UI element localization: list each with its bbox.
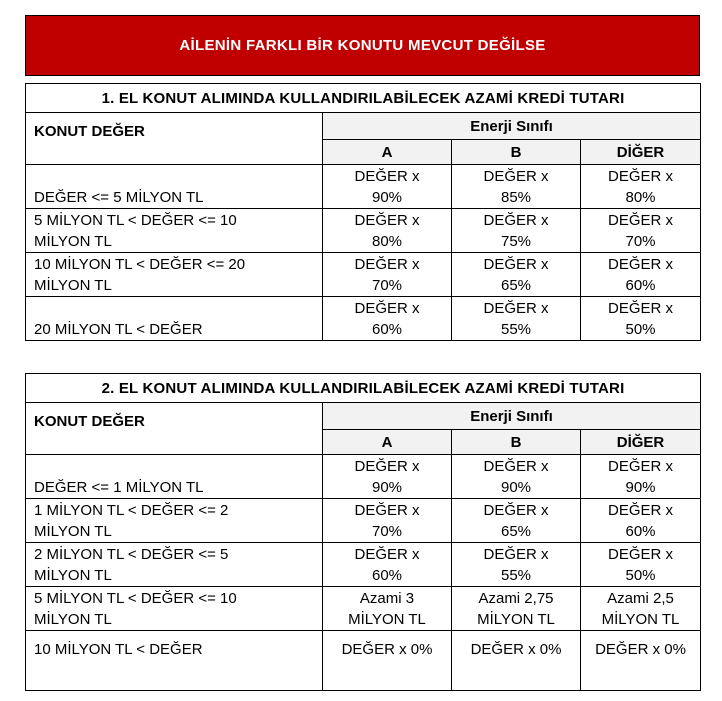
table-row xyxy=(26,297,701,341)
table-cell: DEĞER x 70% xyxy=(581,209,701,253)
table-cell: DEĞER x 0% xyxy=(581,631,701,691)
table-cell: Azami 2,75 MİLYON TL xyxy=(452,587,581,631)
table-cell: DEĞER x 85% xyxy=(452,165,581,209)
table-row xyxy=(26,499,701,543)
row-label: DEĞER <= 5 MİLYON TL xyxy=(26,165,323,209)
row-label: 2 MİLYON TL < DEĞER <= 5 MİLYON TL xyxy=(26,543,323,587)
column-header-diger: DİĞER xyxy=(581,430,701,455)
table-cell: DEĞER x 60% xyxy=(581,499,701,543)
table-cell: DEĞER x 80% xyxy=(581,165,701,209)
enerji-sinifi-header: Enerji Sınıfı xyxy=(323,403,701,430)
table-row xyxy=(26,455,701,499)
table-row xyxy=(26,165,701,209)
table-second-hand xyxy=(25,373,701,691)
enerji-sinifi-header: Enerji Sınıfı xyxy=(323,113,701,140)
table-row xyxy=(26,543,701,587)
table-title: 1. EL KONUT ALIMINDA KULLANDIRILABİLECEK AZAMİ KREDİ TUTARI xyxy=(26,84,701,113)
table-cell: DEĞER x 55% xyxy=(452,543,581,587)
table-row xyxy=(26,587,701,631)
table-row xyxy=(26,253,701,297)
row-label: 10 MİLYON TL < DEĞER xyxy=(26,631,323,691)
table-cell: Azami 2,5 MİLYON TL xyxy=(581,587,701,631)
table-cell: DEĞER x 65% xyxy=(452,253,581,297)
table-cell: DEĞER x 50% xyxy=(581,543,701,587)
table-row xyxy=(26,631,701,691)
table-cell: DEĞER x 90% xyxy=(452,455,581,499)
table-cell: DEĞER x 0% xyxy=(323,631,452,691)
table-cell: DEĞER x 90% xyxy=(323,455,452,499)
column-header-b: B xyxy=(452,140,581,165)
table-cell: DEĞER x 60% xyxy=(581,253,701,297)
table-row xyxy=(26,209,701,253)
column-header-a: A xyxy=(323,430,452,455)
table-cell: DEĞER x 90% xyxy=(581,455,701,499)
row-label: 5 MİLYON TL < DEĞER <= 10 MİLYON TL xyxy=(26,209,323,253)
table-first-hand xyxy=(25,83,701,341)
konut-deger-header: KONUT DEĞER xyxy=(26,403,323,455)
table-title: 2. EL KONUT ALIMINDA KULLANDIRILABİLECEK AZAMİ KREDİ TUTARI xyxy=(26,374,701,403)
table-cell: DEĞER x 80% xyxy=(323,209,452,253)
table-cell: DEĞER x 65% xyxy=(452,499,581,543)
column-header-b: B xyxy=(452,430,581,455)
table-cell: DEĞER x 70% xyxy=(323,253,452,297)
banner-title: AİLENİN FARKLI BİR KONUTU MEVCUT DEĞİLSE xyxy=(25,15,700,76)
table-cell: DEĞER x 55% xyxy=(452,297,581,341)
column-header-a: A xyxy=(323,140,452,165)
table-cell: DEĞER x 90% xyxy=(323,165,452,209)
column-header-diger: DİĞER xyxy=(581,140,701,165)
table-cell: DEĞER x 60% xyxy=(323,543,452,587)
row-label: 1 MİLYON TL < DEĞER <= 2 MİLYON TL xyxy=(26,499,323,543)
row-label: 5 MİLYON TL < DEĞER <= 10 MİLYON TL xyxy=(26,587,323,631)
table-cell: DEĞER x 60% xyxy=(323,297,452,341)
table-cell: DEĞER x 0% xyxy=(452,631,581,691)
row-label: 20 MİLYON TL < DEĞER xyxy=(26,297,323,341)
konut-deger-header: KONUT DEĞER xyxy=(26,113,323,165)
row-label: 10 MİLYON TL < DEĞER <= 20 MİLYON TL xyxy=(26,253,323,297)
table-cell: Azami 3 MİLYON TL xyxy=(323,587,452,631)
table-cell: DEĞER x 70% xyxy=(323,499,452,543)
row-label: DEĞER <= 1 MİLYON TL xyxy=(26,455,323,499)
table-cell: DEĞER x 75% xyxy=(452,209,581,253)
table-cell: DEĞER x 50% xyxy=(581,297,701,341)
